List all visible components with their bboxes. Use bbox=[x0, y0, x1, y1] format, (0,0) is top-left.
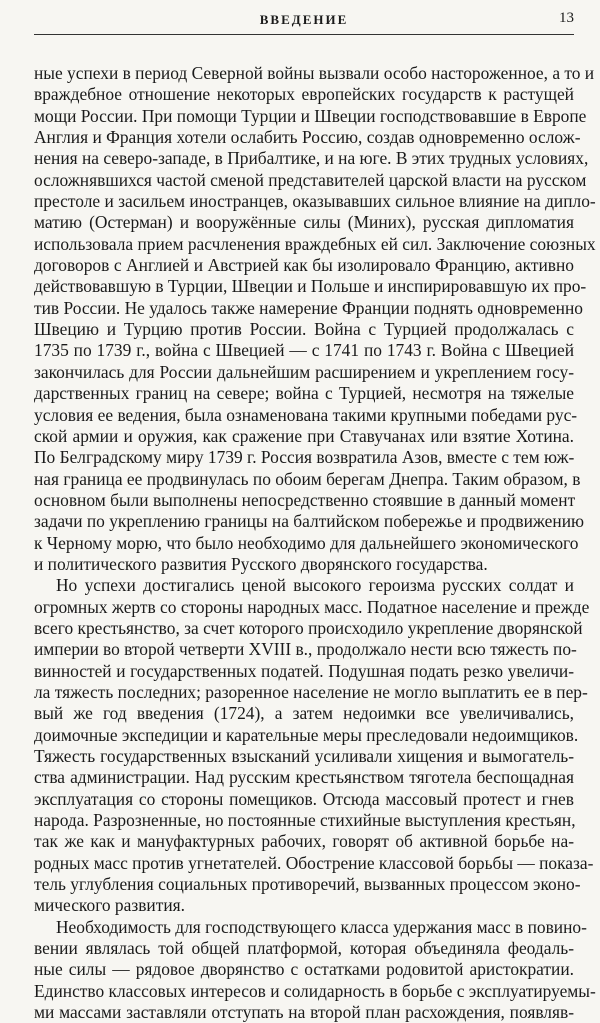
text-line: ные силы — рядовое дворянство с остатками родовитой аристократии. bbox=[34, 959, 574, 980]
book-page bbox=[34, 0, 596, 1023]
text-line: Единство классовых интересов и солидарность в борьбе с эксплуатируемы- bbox=[34, 980, 596, 1001]
text-line: закончилась для России дальнейшим расширением и укреплением госу- bbox=[34, 361, 574, 382]
text-line: ные успехи в период Северной войны вызвали особо настороженное, а то и bbox=[34, 63, 595, 83]
text-line: ства администрации. Над русским крестьянством тяготела беспощадная bbox=[34, 767, 574, 788]
text-line: ная граница ее продвинулась по обоим берегам Днепра. Таким образом, в bbox=[34, 468, 581, 489]
text-line: договоров с Англией и Австрией как бы изолировало Францию, активно bbox=[34, 255, 574, 276]
header-rule bbox=[34, 34, 574, 35]
text-line: нения на северо-западе, в Прибалтике, и на юге. В этих трудных условиях, bbox=[34, 148, 589, 169]
text-line: условия ее ведения, была ознаменована такими крупными победами рус- bbox=[34, 404, 578, 425]
paragraph-3 bbox=[34, 916, 596, 1023]
text-line: огромных жертв со стороны народных масс. Податное население и прежде bbox=[34, 596, 590, 617]
text-line: так же как и мануфактурных рабочих, говорят об активной борьбе на- bbox=[34, 831, 574, 852]
text-line: вении являлась той общей платформой, которая объединяла феодаль- bbox=[34, 938, 574, 959]
text-line: Швецию и Турцию против России. Война с Турцией продолжалась с bbox=[34, 319, 574, 340]
text-line: мощи России. При помощи Турции и Швеции господствовавшие в Европе bbox=[34, 105, 587, 126]
text-line: использовала прием расчленения враждебных ей сил. Заключение союзных bbox=[34, 233, 596, 254]
text-line: мического развития. bbox=[34, 895, 185, 916]
text-line: родных масс против угнетателей. Обострение классовой борьбы — показа- bbox=[34, 852, 594, 873]
text-line: Англия и Франция хотели ослабить Россию, создав одновременно ослож- bbox=[34, 127, 581, 148]
text-line: Тяжесть государственных взысканий усиливали хищения и вымогатель- bbox=[34, 746, 574, 766]
text-line: Но успехи достигались ценой высокого героизма русских солдат и bbox=[56, 575, 574, 596]
text-line: 1735 по 1739 г., война с Швецией — с 1741 по 1743 г. Война с Швецией bbox=[34, 340, 574, 361]
text-line: вый же год введения (1724), а затем недоимки все увеличивались, bbox=[34, 703, 574, 724]
text-line: По Белградскому миру 1739 г. Россия возвратила Азов, вместе с тем юж- bbox=[34, 447, 575, 468]
text-line: ми массами заставляли отступать на второй план расхождения, появляв- bbox=[34, 1002, 574, 1023]
text-line: ла тяжесть последних; разоренное население не могло выплатить ее в пер- bbox=[34, 681, 588, 702]
text-line: тив России. Не удалось также намерение Франции поднять одновременно bbox=[34, 297, 583, 318]
text-line: и политического развития Русского дворянского государства. bbox=[34, 553, 488, 574]
text-line: осложнявшихся частой сменой представителей царской власти на русском bbox=[34, 169, 587, 190]
text-line: основном были выполнены непосредственно стоявшие в данный момент bbox=[34, 489, 576, 510]
text-line: дарственных границ на севере; война с Турцией, несмотря на тяжелые bbox=[34, 383, 574, 404]
paragraph-1 bbox=[34, 63, 596, 575]
text-line: народа. Разрозненные, но постоянные стихийные выступления крестьян, bbox=[34, 810, 576, 831]
text-line: матию (Остерман) и вооружённые силы (Миних), русская дипломатия bbox=[34, 212, 574, 233]
text-line: враждебное отношение некоторых европейских государств к растущей bbox=[34, 84, 574, 105]
text-line: задачи по укреплению границы на балтийском побережье и продвижению bbox=[34, 511, 585, 532]
text-line: империи во второй четверти XVIII в., продолжало нести всю тяжесть по- bbox=[34, 639, 577, 660]
paragraph-2 bbox=[34, 575, 594, 917]
text-line: престоле и засильем иностранцев, оказывавших сильное влияние на дипло- bbox=[34, 191, 596, 212]
text-line: к Черному морю, что было необходимо для дальнейшего экономического bbox=[34, 532, 579, 553]
body-text bbox=[34, 63, 596, 1023]
running-title: ВВЕДЕНИЕ bbox=[259, 12, 349, 27]
text-line: действовавшую в Турции, Швеции и Польше и инспирировавшую их про- bbox=[34, 276, 587, 297]
text-line: ской армии и оружия, как сражение при Ставучанах или взятие Хотина. bbox=[34, 425, 574, 446]
text-line: тель углубления социальных противоречий, вызванных процессом эконо- bbox=[34, 874, 581, 895]
page-number: 13 bbox=[559, 10, 574, 26]
text-line: эксплуатация со стороны помещиков. Отсюда массовый протест и гнев bbox=[34, 788, 574, 809]
running-header bbox=[34, 0, 574, 42]
text-line: всего крестьянство, за счет которого происходило укрепление дворянской bbox=[34, 617, 583, 638]
text-line: доимочные экспедиции и карательные меры преследовали недоимщиков. bbox=[34, 724, 579, 745]
text-line: Необходимость для господствующего класса удержания масс в повино- bbox=[56, 916, 587, 937]
text-line: винностей и государственных податей. Подушная подать резко увеличи- bbox=[34, 660, 574, 681]
